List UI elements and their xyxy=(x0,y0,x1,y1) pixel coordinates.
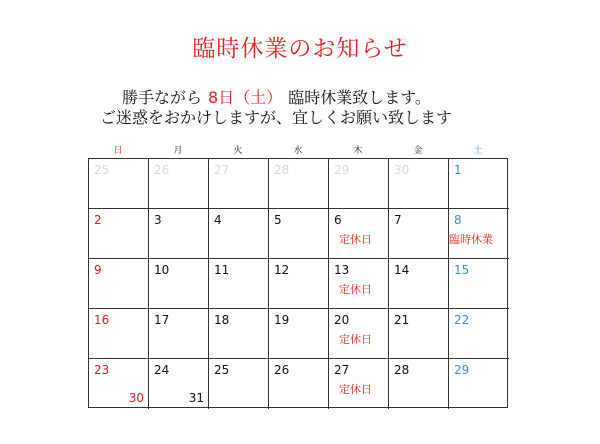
calendar-day-cell xyxy=(389,309,449,359)
calendar-day-cell xyxy=(269,209,329,259)
day-number: 21 xyxy=(394,313,410,327)
message-suffix: 臨時休業致します。 xyxy=(288,88,431,107)
overflow-day-number: 31 xyxy=(188,391,204,405)
calendar-grid xyxy=(88,158,508,408)
day-number: 28 xyxy=(394,363,410,377)
day-number: 20 xyxy=(334,313,350,327)
day-number: 11 xyxy=(214,263,230,277)
weekday-label: 木 xyxy=(353,146,363,156)
calendar-day-cell xyxy=(89,309,149,359)
calendar-day-cell xyxy=(209,309,269,359)
day-number: 30 xyxy=(394,163,410,177)
calendar-day-cell xyxy=(449,159,509,209)
calendar-day-cell xyxy=(209,209,269,259)
calendar-day-cell xyxy=(329,159,389,209)
closure-note: 定休日 xyxy=(339,233,372,246)
day-number: 12 xyxy=(274,263,290,277)
calendar-day-cell xyxy=(329,359,389,409)
day-number: 1 xyxy=(454,163,462,177)
calendar-day-cell xyxy=(89,359,149,409)
weekday-label: 月 xyxy=(173,146,183,156)
day-number: 10 xyxy=(154,263,170,277)
day-number: 6 xyxy=(334,213,342,227)
calendar-day-cell xyxy=(149,359,209,409)
calendar-day-cell xyxy=(389,209,449,259)
closure-note: 臨時休業 xyxy=(449,233,493,246)
day-number: 26 xyxy=(154,163,170,177)
day-number: 8 xyxy=(454,213,462,227)
calendar-day-cell xyxy=(389,359,449,409)
day-number: 17 xyxy=(154,313,170,327)
day-number: 25 xyxy=(214,363,230,377)
calendar-day-cell xyxy=(269,309,329,359)
message-line-2: ご迷惑をおかけしますが、宜しくお願い致します xyxy=(100,108,453,127)
day-number: 19 xyxy=(274,313,290,327)
day-number: 28 xyxy=(274,163,290,177)
calendar-day-cell xyxy=(269,359,329,409)
day-number: 14 xyxy=(394,263,410,277)
day-number: 27 xyxy=(334,363,350,377)
calendar-day-cell xyxy=(149,159,209,209)
calendar-day-cell xyxy=(269,259,329,309)
weekday-header xyxy=(88,143,508,157)
weekday-label: 金 xyxy=(413,146,423,156)
calendar-day-cell xyxy=(449,259,509,309)
weekday-label: 火 xyxy=(233,146,243,156)
calendar-day-cell xyxy=(209,359,269,409)
day-number: 16 xyxy=(94,313,110,327)
weekday-label: 日 xyxy=(113,146,123,156)
day-number: 5 xyxy=(274,213,282,227)
day-number: 2 xyxy=(94,213,102,227)
message-line-1 xyxy=(100,88,520,108)
day-number: 4 xyxy=(214,213,222,227)
calendar-day-cell xyxy=(149,209,209,259)
weekday-label: 水 xyxy=(293,146,303,156)
calendar-day-cell xyxy=(329,209,389,259)
calendar-day-cell xyxy=(89,259,149,309)
weekday-label: 土 xyxy=(473,146,483,156)
calendar-day-cell xyxy=(389,259,449,309)
day-number: 29 xyxy=(334,163,350,177)
overflow-day-number: 30 xyxy=(128,391,144,405)
day-number: 22 xyxy=(454,313,470,327)
closure-note: 定休日 xyxy=(339,383,372,396)
calendar-day-cell xyxy=(149,259,209,309)
day-number: 18 xyxy=(214,313,230,327)
calendar-day-cell xyxy=(89,159,149,209)
day-number: 15 xyxy=(454,263,470,277)
closure-note: 定休日 xyxy=(339,333,372,346)
day-number: 23 xyxy=(94,363,110,377)
message-prefix: 勝手ながら xyxy=(122,88,203,107)
page-title: 臨時休業のお知らせ xyxy=(192,36,408,62)
calendar-day-cell xyxy=(269,159,329,209)
day-number: 7 xyxy=(394,213,402,227)
day-number: 27 xyxy=(214,163,230,177)
day-number: 3 xyxy=(154,213,162,227)
day-number: 13 xyxy=(334,263,350,277)
calendar-day-cell xyxy=(329,259,389,309)
calendar-day-cell xyxy=(449,359,509,409)
closure-note: 定休日 xyxy=(339,283,372,296)
calendar-day-cell xyxy=(209,159,269,209)
calendar-day-cell xyxy=(449,309,509,359)
calendar-day-cell xyxy=(389,159,449,209)
closure-date: 8日（土） xyxy=(208,88,283,107)
calendar-day-cell xyxy=(329,309,389,359)
day-number: 24 xyxy=(154,363,170,377)
day-number: 9 xyxy=(94,263,102,277)
day-number: 29 xyxy=(454,363,470,377)
calendar-day-cell xyxy=(449,209,509,259)
day-number: 26 xyxy=(274,363,290,377)
calendar-day-cell xyxy=(149,309,209,359)
notice-message xyxy=(100,88,520,128)
day-number: 25 xyxy=(94,163,110,177)
calendar-day-cell xyxy=(89,209,149,259)
calendar-day-cell xyxy=(209,259,269,309)
